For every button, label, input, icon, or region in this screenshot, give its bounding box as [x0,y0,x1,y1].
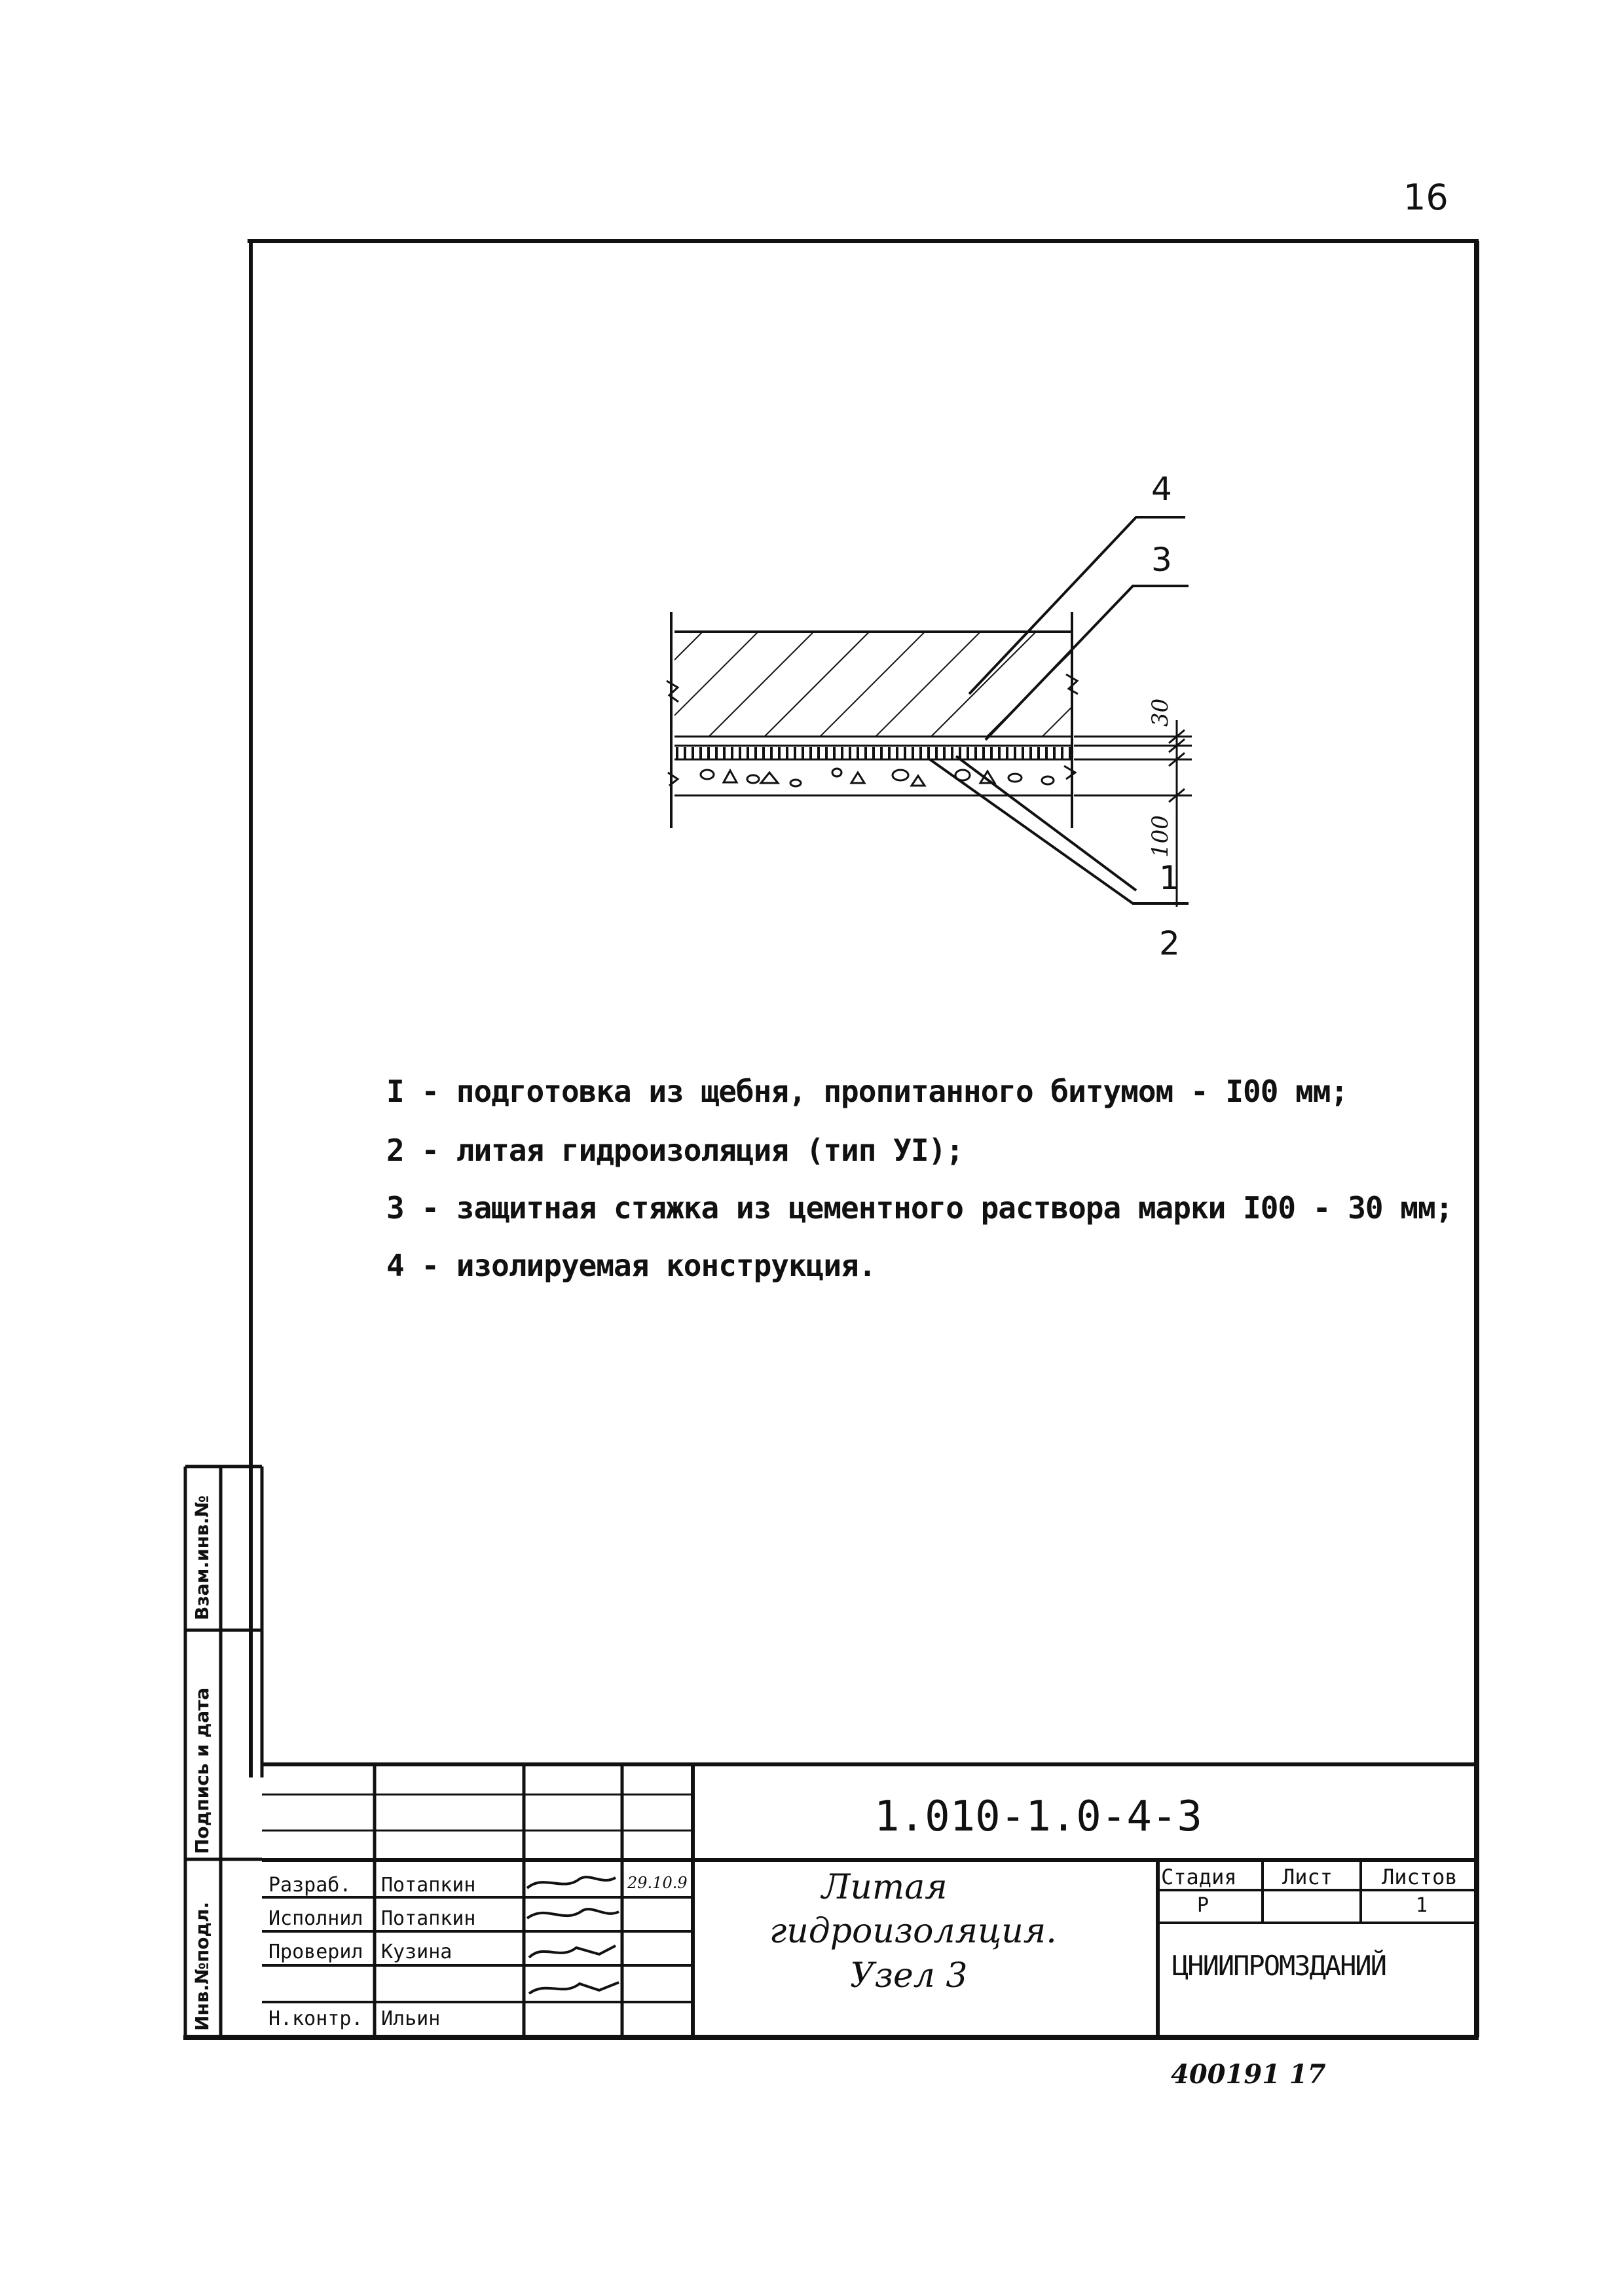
callout-3: 3 [1151,541,1172,579]
layer-gravel [701,769,1054,786]
dimension-100: 100 [1147,815,1173,858]
legend-item-2: 2 - литая гидроизоляция (тип УI); [386,1133,963,1168]
legend-item-1: I - подготовка из щебня, пропитанного битумом - I00 мм; [386,1074,1348,1109]
signatures [527,1877,619,1994]
document-designation: 1.010-1.0-4-3 [874,1793,1202,1841]
stamp-vzam-inv: Взам.инв.№ [191,1495,213,1620]
layer-waterproofing [674,747,1071,759]
role-checker: Проверил [268,1941,363,1963]
name-norm-control: Ильин [381,2007,441,2030]
role-executor: Исполнил [268,1907,363,1930]
name-executor: Потапкин [381,1907,476,1930]
name-developer: Потапкин [381,1874,476,1897]
date-developer: 29.10.9 [627,1874,688,1892]
archive-number: 400191 17 [1171,2059,1326,2090]
organization-name: ЦНИИПРОМЗДАНИЙ [1172,1950,1386,1982]
layer-construction [674,632,1071,737]
sheet-header: Лист [1282,1865,1333,1889]
callout-2: 2 [1159,924,1180,962]
legend-item-4: 4 - изолируемая конструкция. [386,1248,876,1283]
layer-screed [674,737,1071,746]
stamp-podpis-data: Подпись и дата [191,1687,213,1854]
stamp-inv-podl: Инв.№подл. [191,1901,213,2031]
callout-1: 1 [1159,859,1180,897]
drawing-title-line1: Литая [822,1868,948,1907]
role-developer: Разраб. [268,1874,352,1897]
sheets-value: 1 [1416,1894,1428,1917]
stage-header: Стадия [1161,1865,1237,1889]
stage-value: Р [1197,1894,1209,1917]
legend-item-3: 3 - защитная стяжка из цементного раствора марки I00 - 30 мм; [386,1190,1453,1226]
role-norm-control: Н.контр. [268,2007,363,2030]
sheets-header: Листов [1382,1865,1458,1889]
dimension-30: 30 [1147,698,1173,727]
drawing-title-line3: Узел 3 [850,1956,968,1995]
name-checker: Кузина [381,1941,452,1963]
callout-4: 4 [1151,470,1172,508]
page-number: 16 [1403,177,1449,218]
drawing-title-line2: гидроизоляция. [769,1912,1057,1951]
